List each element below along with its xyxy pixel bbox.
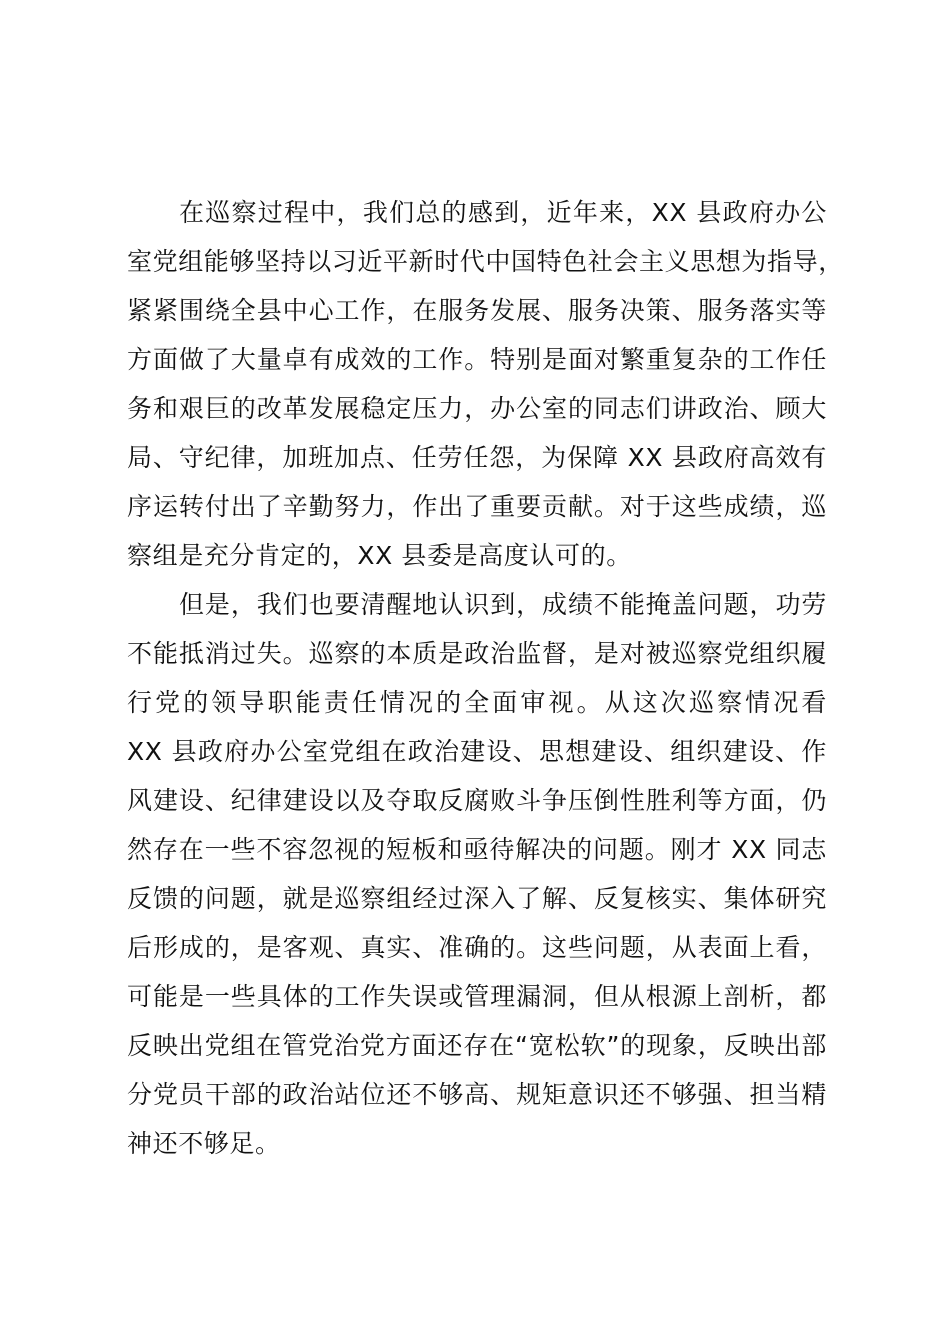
paragraph-line: 风建设、纪律建设以及夺取反腐败斗争压倒性胜利等方面，仍 [127, 786, 827, 815]
paragraph-line: 然存在一些不容忽视的短板和亟待解决的问题。刚才 XX 同志 [127, 835, 827, 864]
paragraph-line: 后形成的，是客观、真实、准确的。这些问题，从表面上看， [127, 933, 827, 962]
paragraph-line: 紧紧围绕全县中心工作，在服务发展、服务决策、服务落实等 [127, 296, 827, 325]
paragraph-line: 方面做了大量卓有成效的工作。特别是面对繁重复杂的工作任 [127, 345, 827, 374]
paragraph-line: 局、守纪律，加班加点、任劳任怨，为保障 XX 县政府高效有 [127, 443, 827, 472]
paragraph-line: 在巡察过程中，我们总的感到，近年来，XX 县政府办公 [179, 198, 827, 227]
paragraph-line: 行党的领导职能责任情况的全面审视。从这次巡察情况看 [127, 688, 827, 717]
paragraph-line: 不能抵消过失。巡察的本质是政治监督，是对被巡察党组织履 [127, 639, 827, 668]
document-body [127, 188, 844, 1168]
paragraph-line: 但是，我们也要清醒地认识到，成绩不能掩盖问题，功劳 [179, 590, 827, 619]
paragraph-line: 反馈的问题，就是巡察组经过深入了解、反复核实、集体研究 [127, 884, 827, 913]
paragraph-line: 序运转付出了辛勤努力，作出了重要贡献。对于这些成绩，巡 [127, 492, 827, 521]
paragraph-line: 分党员干部的政治站位还不够高、规矩意识还不够强、担当精 [127, 1080, 827, 1109]
paragraph-line: 察组是充分肯定的，XX 县委是高度认可的。 [127, 541, 632, 570]
paragraph-line: 神还不够足。 [127, 1129, 281, 1158]
paragraph-line: 反映出党组在管党治党方面还存在“宽松软”的现象，反映出部 [127, 1031, 827, 1060]
paragraph-1 [127, 188, 844, 580]
paragraph-2 [127, 580, 827, 1168]
paragraph-line: 可能是一些具体的工作失误或管理漏洞，但从根源上剖析，都 [127, 982, 827, 1011]
paragraph-line: XX 县政府办公室党组在政治建设、思想建设、组织建设、作 [127, 737, 827, 766]
paragraph-line: 务和艰巨的改革发展稳定压力，办公室的同志们讲政治、顾大 [127, 394, 827, 423]
paragraph-line: 室党组能够坚持以习近平新时代中国特色社会主义思想为指导， [127, 247, 844, 276]
